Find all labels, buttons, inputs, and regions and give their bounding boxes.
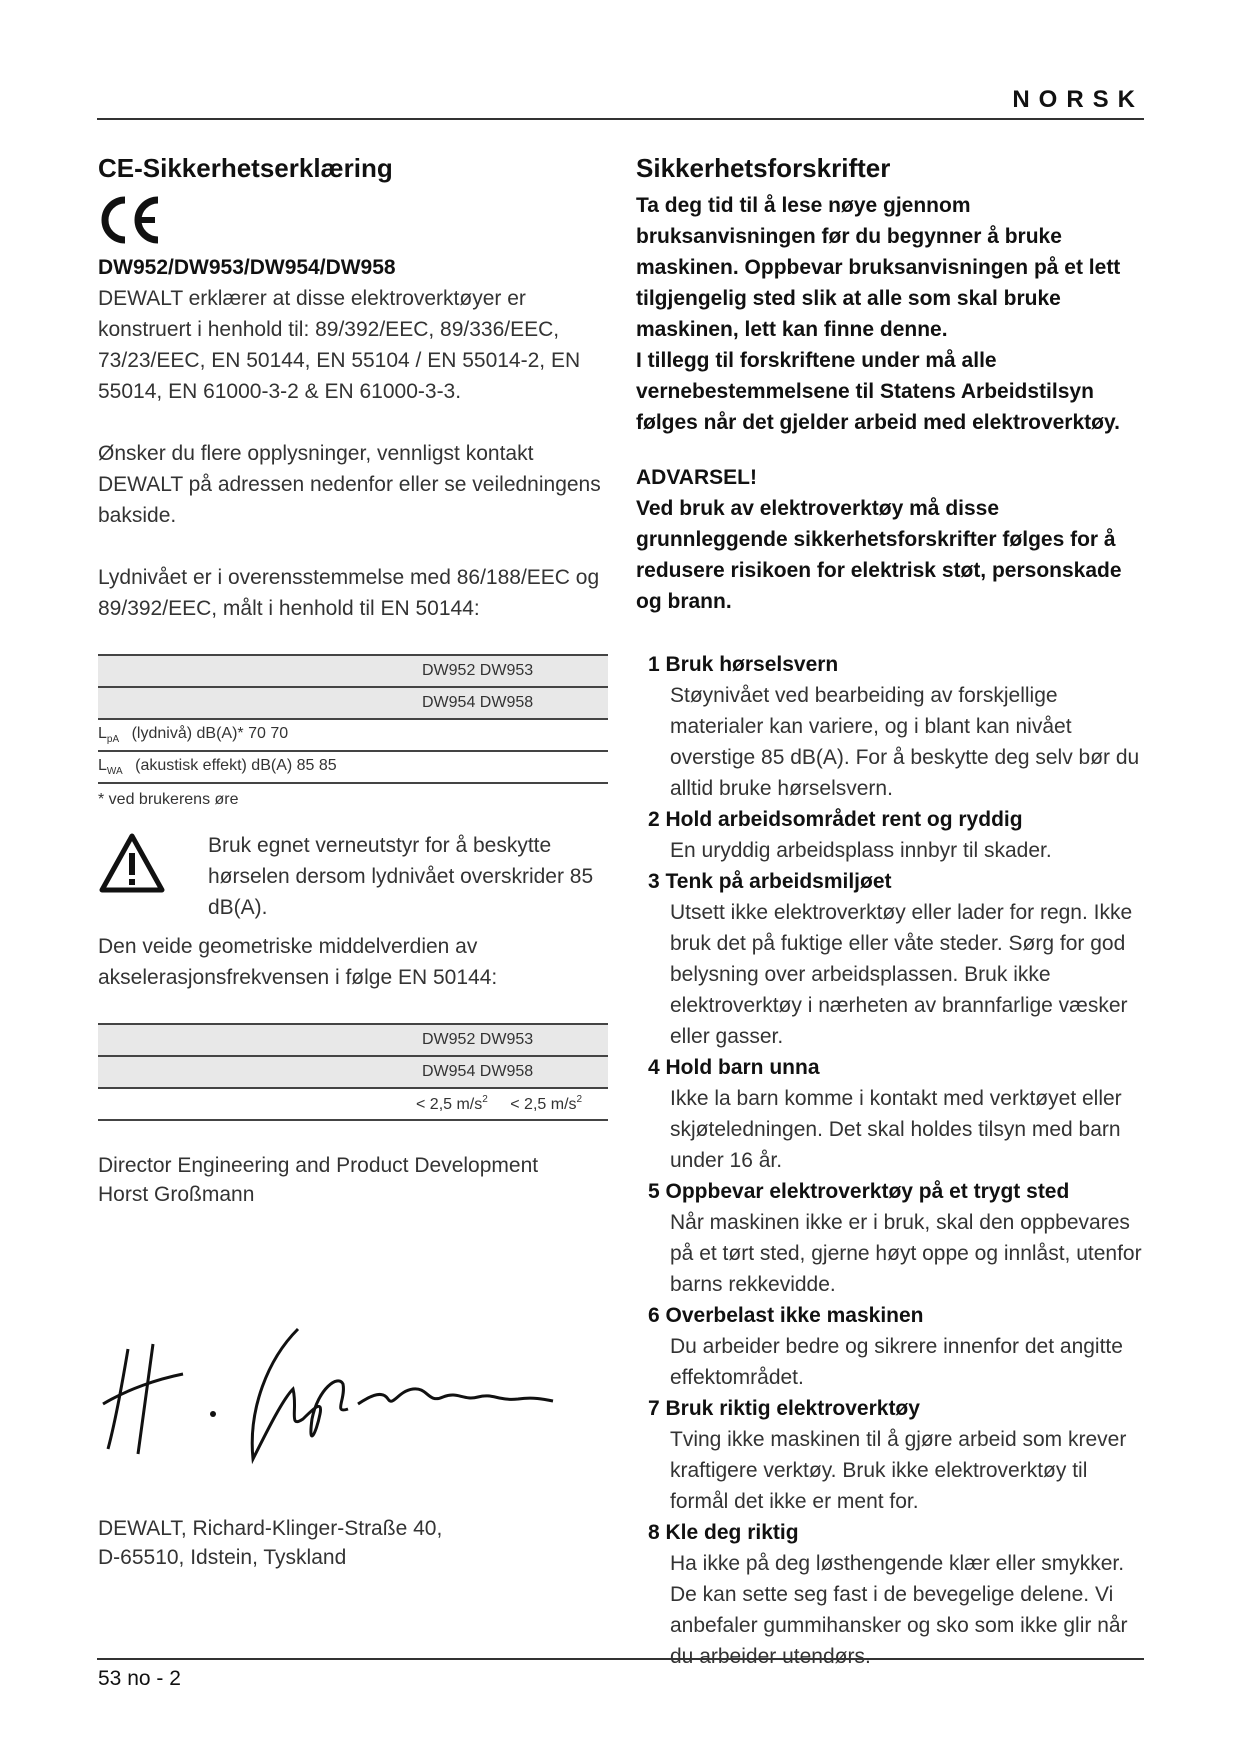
- rule-title: 3 Tenk på arbeidsmiljøet: [648, 870, 892, 893]
- ce-mark-icon: [98, 194, 168, 246]
- ce-declaration-column: [98, 152, 608, 1572]
- lpa-symbol: L: [98, 725, 107, 742]
- vibration-value-2: < 2,5 m/s: [510, 1096, 577, 1113]
- noise-footnote: * ved brukerens øre: [98, 791, 239, 808]
- language-label: NORSK: [1012, 86, 1144, 113]
- list-item: [636, 804, 1146, 866]
- table-row: [98, 655, 608, 687]
- noise-header-1: DW952 DW953: [416, 655, 608, 687]
- signatory-title: Director Engineering and Product Development: [98, 1154, 539, 1177]
- rule-text: Utsett ikke elektroverktøy eller lader for regn. Ikke bruk det på fuktige eller våte steder. Sørg for god belysning over arbeidsplassen. Bruk ikke elektroverktøy i nærheten av brannfarlige væsker eller gasser.: [670, 901, 1133, 1048]
- rule-text: Du arbeider bedre og sikrere innenfor det angitte effektområdet.: [670, 1335, 1123, 1389]
- safety-intro-2: I tillegg til forskriftene under må alle vernebestemmelsene til Statens Arbeidstilsyn følges når det gjelder arbeid med elektroverktøy.: [636, 349, 1120, 434]
- signatory-name: Horst Großmann: [98, 1183, 255, 1206]
- table-row: [98, 719, 608, 751]
- rule-title: 2 Hold arbeidsområdet rent og ryddig: [648, 808, 1023, 831]
- list-item: [636, 1052, 1146, 1176]
- vibration-header-2: DW954 DW958: [416, 1056, 608, 1088]
- safety-title: Sikkerhetsforskrifter: [636, 153, 891, 183]
- rule-title: 6 Overbelast ikke maskinen: [648, 1304, 924, 1327]
- rule-text: Tving ikke maskinen til å gjøre arbeid som krever kraftigere verktøy. Bruk ikke elektroverktøy til formål det ikke er ment for.: [670, 1428, 1127, 1513]
- vibration-exponent-2: 2: [576, 1094, 583, 1105]
- more-info-text: Ønsker du flere opplysninger, vennligst kontakt DEWALT på adressen nedenfor eller se veiledningens bakside.: [98, 442, 601, 527]
- vibration-exponent-1: 2: [482, 1094, 488, 1105]
- table-row: [98, 1056, 608, 1088]
- noise-table: [98, 654, 608, 784]
- lwa-symbol: L: [98, 757, 107, 774]
- table-row: [98, 687, 608, 719]
- model-list: DW952/DW953/DW954/DW958: [98, 256, 396, 279]
- list-item: [636, 1300, 1146, 1393]
- list-item: [636, 1517, 1146, 1672]
- rule-title: 5 Oppbevar elektroverktøy på et trygt sted: [648, 1180, 1070, 1203]
- warning-paragraph: Ved bruk av elektroverktøy må disse grunnleggende sikkerhetsforskrifter følges for å redusere risikoen for elektrisk støt, personskade og brann.: [636, 497, 1122, 613]
- rule-title: 8 Kle deg riktig: [648, 1521, 799, 1544]
- safety-rules-list: [636, 649, 1146, 1672]
- list-item: [636, 1176, 1146, 1300]
- lpa-subscript: pA: [106, 734, 120, 745]
- page-number: 53 no - 2: [98, 1667, 181, 1690]
- safety-intro: Ta deg tid til å lese nøye gjennom bruksanvisningen før du begynner å bruke maskinen. Oppbevar bruksanvisningen på et lett tilgjengelig sted slik at alle som skal bruke maskinen, lett kan finne denne.: [636, 194, 1121, 341]
- rule-text: Ha ikke på deg løsthengende klær eller smykker. De kan sette seg fast i de bevegelige delene. Vi anbefaler gummihansker og sko som ikke glir når du arbeider utendørs.: [670, 1552, 1128, 1668]
- vibration-intro-text: Den veide geometriske middelverdien av akselerasjonsfrekvensen i følge EN 50144:: [98, 935, 498, 989]
- hearing-warning: [98, 830, 608, 925]
- list-item: [636, 1393, 1146, 1517]
- rule-text: Støynivået ved bearbeiding av forskjellige materialer kan variere, og i blant kan nivået overstige 85 dB(A). For å beskytte deg selv bør du alltid bruke hørselsvern.: [670, 684, 1140, 800]
- table-row: [98, 1088, 608, 1120]
- address-line-2: D-65510, Idstein, Tyskland: [98, 1546, 347, 1569]
- table-row: [98, 751, 608, 783]
- warning-heading: ADVARSEL!: [636, 466, 757, 489]
- lpa-value: (lydnivå) dB(A)* 70 70: [131, 725, 289, 742]
- vibration-value-1: < 2,5 m/s: [416, 1096, 483, 1113]
- safety-rules-column: [636, 152, 1146, 1672]
- table-row: [98, 1024, 608, 1056]
- ce-declaration-title: CE-Sikkerhetserklæring: [98, 153, 393, 183]
- rule-text: Ikke la barn komme i kontakt med verktøyet eller skjøteledningen. Det skal holdes tilsyn med barn under 16 år.: [670, 1087, 1122, 1172]
- lwa-subscript: WA: [106, 766, 123, 777]
- address-line-1: DEWALT, Richard-Klinger-Straße 40,: [98, 1517, 443, 1540]
- rule-title: 1 Bruk hørselsvern: [648, 653, 839, 676]
- vibration-header-1: DW952 DW953: [416, 1024, 608, 1056]
- vibration-table: [98, 1023, 608, 1121]
- rule-title: 4 Hold barn unna: [648, 1056, 820, 1079]
- noise-intro-text: Lydnivået er i overensstemmelse med 86/188/EEC og 89/392/EEC, målt i henhold til EN 50144:: [98, 566, 600, 620]
- declaration-text: DEWALT erklærer at disse elektroverktøyer er konstruert i henhold til: 89/392/EEC, 89/336/EEC, 73/23/EEC, EN 50144, EN 55104 / EN 55014-2, EN 55014, EN 61000-3-2 & EN 61000-3-3.: [98, 287, 581, 403]
- warning-triangle-icon: [98, 832, 166, 894]
- hearing-warning-text: Bruk egnet verneutstyr for å beskytte hørselen dersom lydnivået overskrider 85 dB(A).: [208, 834, 594, 919]
- rule-text: En uryddig arbeidsplass innbyr til skader.: [670, 839, 1052, 862]
- handwritten-signature: [98, 1319, 558, 1469]
- noise-header-2: DW954 DW958: [416, 687, 608, 719]
- rule-text: Når maskinen ikke er i bruk, skal den oppbevares på et tørt sted, gjerne høyt oppe og innlåst, utenfor barns rekkevidde.: [670, 1211, 1142, 1296]
- header-rule: [97, 118, 1144, 120]
- list-item: [636, 866, 1146, 1052]
- footer-rule: [97, 1658, 1144, 1660]
- list-item: [636, 649, 1146, 804]
- rule-title: 7 Bruk riktig elektroverktøy: [648, 1397, 920, 1420]
- lwa-value: (akustisk effekt) dB(A) 85 85: [135, 757, 337, 774]
